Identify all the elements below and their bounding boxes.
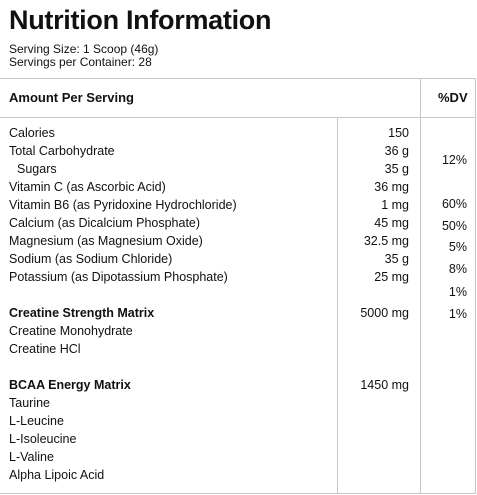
dv-value: 8% — [448, 262, 467, 276]
dv-value: 1% — [448, 307, 467, 321]
nutrition-table — [0, 78, 476, 494]
header-dv: %DV — [438, 90, 468, 105]
page-title: Nutrition Information — [9, 5, 272, 35]
nutrient-amount: 1 mg — [381, 198, 409, 212]
nutrient-amount: 150 — [388, 126, 409, 140]
nutrient-name: L-Valine — [9, 450, 54, 464]
nutrient-amount: 36 g — [384, 144, 409, 158]
nutrient-name: Total Carbohydrate — [9, 144, 115, 158]
dv-value: 5% — [448, 240, 467, 254]
serving-info — [9, 43, 158, 69]
nutrient-name: Creatine Monohydrate — [9, 324, 133, 338]
nutrient-name: Sugars — [17, 162, 57, 176]
dv-value: 12% — [441, 153, 467, 167]
nutrient-amount: 36 mg — [374, 180, 409, 194]
nutrient-name: Creatine HCl — [9, 342, 81, 356]
nutrient-amount: 35 g — [384, 162, 409, 176]
header-amount-per-serving: Amount Per Serving — [9, 90, 134, 105]
nutrient-name: BCAA Energy Matrix — [9, 378, 131, 392]
dv-value: 1% — [448, 285, 467, 299]
nutrient-name: Sodium (as Sodium Chloride) — [9, 252, 173, 266]
nutrient-amount: 45 mg — [374, 216, 409, 230]
nutrient-name: Magnesium (as Magnesium Oxide) — [9, 234, 203, 248]
serving-size: Serving Size: 1 Scoop (46g) — [9, 42, 159, 56]
nutrient-amount: 35 g — [384, 252, 409, 266]
nutrient-name: Taurine — [9, 396, 50, 410]
nutrient-name: Creatine Strength Matrix — [9, 306, 155, 320]
header-divider — [0, 117, 475, 118]
nutrient-name: L-Leucine — [9, 414, 64, 428]
nutrient-amount: 25 mg — [374, 270, 409, 284]
nutrient-name: Calories — [9, 126, 55, 140]
nutrient-amount: 5000 mg — [360, 306, 409, 320]
nutrient-name: Vitamin C (as Ascorbic Acid) — [9, 180, 166, 194]
nutrient-amount: 32.5 mg — [363, 234, 409, 248]
nutrient-name: Vitamin B6 (as Pyridoxine Hydrochloride) — [9, 198, 237, 212]
nutrient-amount: 1450 mg — [360, 378, 409, 392]
dv-value: 60% — [441, 197, 467, 211]
nutrient-name: Alpha Lipoic Acid — [9, 468, 105, 482]
nutrient-name: L-Isoleucine — [9, 432, 77, 446]
nutrient-name: Calcium (as Dicalcium Phosphate) — [9, 216, 201, 230]
nutrient-name: Potassium (as Dipotassium Phosphate) — [9, 270, 228, 284]
servings-per-container: Servings per Container: 28 — [9, 55, 152, 69]
amount-column-divider — [337, 117, 338, 493]
dv-column-divider — [420, 79, 421, 493]
dv-value: 50% — [441, 219, 467, 233]
